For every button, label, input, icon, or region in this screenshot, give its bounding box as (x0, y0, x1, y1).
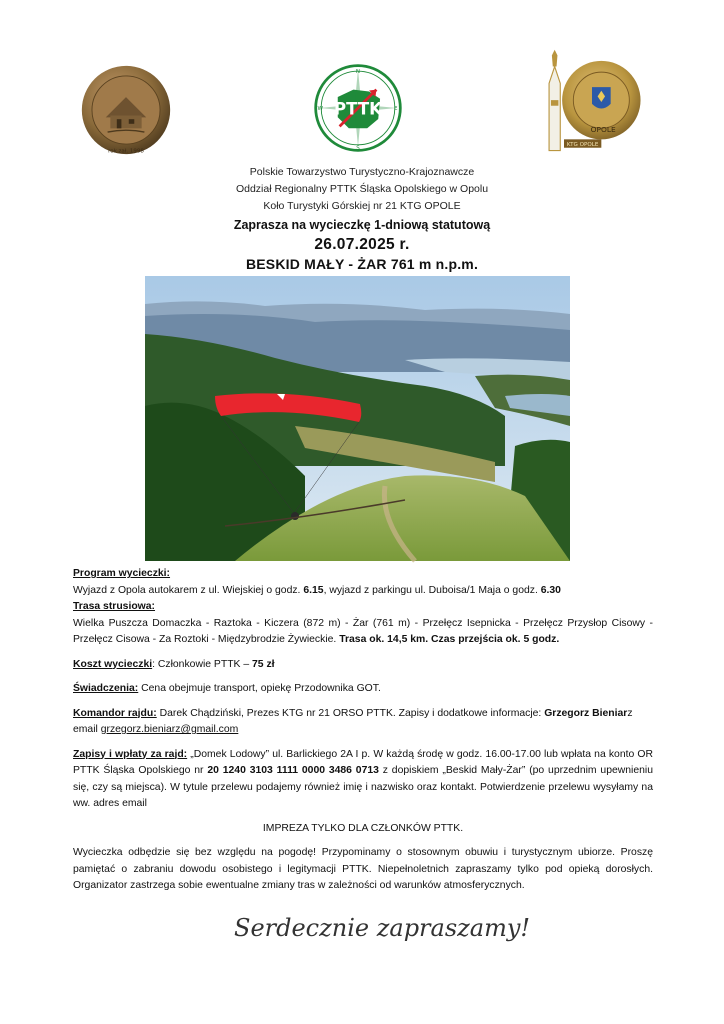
svg-text:S: S (356, 145, 360, 152)
leader-text: Darek Chądziński, Prezes KTG nr 21 ORSO PTTK. Zapisy i dodatkowe informacje: (156, 707, 545, 719)
paraglider-landscape-photo (145, 276, 570, 561)
route-summary: Trasa ok. 14,5 km. Czas przejścia ok. 5 godz. (339, 634, 560, 645)
leader-contact: Grzegorz Bieniar (544, 707, 628, 719)
signature (230, 904, 531, 950)
svg-text:rok zał. 1998: rok zał. 1998 (108, 148, 144, 155)
route-text: Wielka Puszcza Domaczka - Raztoka - Kiczera (872 m) - Żar (761 m) - Przełęcz Isepnicka - Przełęcz Przysłop Cisowy - Przełęcz Cisowa - Za Roztoki - Międzybrodzie Żywieckie. (73, 617, 653, 645)
cost-price: 75 zł (252, 658, 275, 670)
svg-text:W: W (317, 105, 324, 112)
email-label: email (73, 724, 101, 735)
cost-heading: Koszt wycieczki (73, 658, 153, 670)
org-line-3: Koło Turystyki Górskiej nr 21 KTG OPOLE (263, 200, 461, 212)
invite-line: Zaprasza na wycieczkę 1-dniową statutową (233, 218, 491, 232)
signup-text-1: „Domek Lodowy” ul. Barlickiego 2A I p. W każdą środę w godz. 16.00-17.00 lub wpłata na konto OR PTTK Śląska Opolskiego nr (73, 748, 653, 776)
departure-time-1: 6.15 (303, 584, 324, 596)
leader-heading: Komandor rajdu: (73, 707, 157, 719)
svg-text:OPOLE: OPOLE (590, 124, 616, 134)
orso-badge-logo (80, 64, 172, 156)
footer-text: Wycieczka odbędzie się bez względu na pogodę! Przypominamy o stosownym obuwiu i turystycznym ubiorze. Proszę pamiętać o zabraniu dowodu osobistego i legitymacji PTTK. Niepełnoletnich zapraszamy tylko pod opieką dorosłych. Organizator zastrzega sobie ewentualne zmiany tras w zależności od warunków atmosferycznych. (73, 847, 653, 891)
signup-text-2: z dopiskiem „Beskid Mały-Żar” (po uprzednim upewnieniu się, czy są miejsca). W tytule przelewu podajemy również imię i nazwisko oraz kontakt. Potwierdzenie przelewu wysyłamy na ww. adres email (73, 765, 653, 809)
svg-text:KTG OPOLE: KTG OPOLE (566, 141, 599, 148)
trip-date: 26.07.2025 r. (314, 236, 410, 253)
services-heading: Świadczenia: (73, 683, 139, 694)
signature-text: Serdecznie zapraszamy! (234, 914, 531, 942)
email-link[interactable]: grzegorz.bieniarz@gmail.com (100, 724, 239, 735)
header (0, 164, 724, 273)
departure-time-2: 6.30 (540, 584, 561, 596)
trip-destination: BESKID MAŁY - ŻAR 761 m n.p.m. (245, 256, 479, 272)
org-line-1: Polskie Towarzystwo Turystyczno-Krajoznawcze (249, 166, 475, 178)
ktg-opole-badge-logo (536, 46, 648, 158)
trip-details (73, 566, 653, 895)
services-text: Cena obejmuje transport, opiekę Przodownika GOT. (138, 683, 381, 694)
program-heading: Program wycieczki: (73, 568, 171, 579)
pttk-compass-logo (312, 62, 404, 154)
leader-contact-tail: z (627, 707, 633, 719)
route-heading: Trasa strusiowa: (73, 601, 156, 612)
cost-text: : Członkowie PTTK – (152, 658, 253, 670)
signup-heading: Zapisy i wpłaty za rajd: (73, 748, 188, 760)
bank-account: 20 1240 3103 1111 0000 3486 0713 (207, 765, 379, 776)
program-text-2: , wyjazd z parkingu ul. Duboisa/1 Maja o godz. (323, 584, 541, 596)
svg-text:N: N (355, 69, 361, 76)
members-only-notice: IMPREZA TYLKO DLA CZŁONKÓW PTTK. (262, 822, 464, 834)
org-line-2: Oddział Regionalny PTTK Śląska Opolskiego w Opolu (235, 183, 489, 195)
program-text-1: Wyjazd z Opola autokarem z ul. Wiejskiej o godz. (73, 584, 304, 596)
svg-text:E: E (393, 105, 398, 112)
svg-text:PTTK: PTTK (334, 99, 382, 119)
